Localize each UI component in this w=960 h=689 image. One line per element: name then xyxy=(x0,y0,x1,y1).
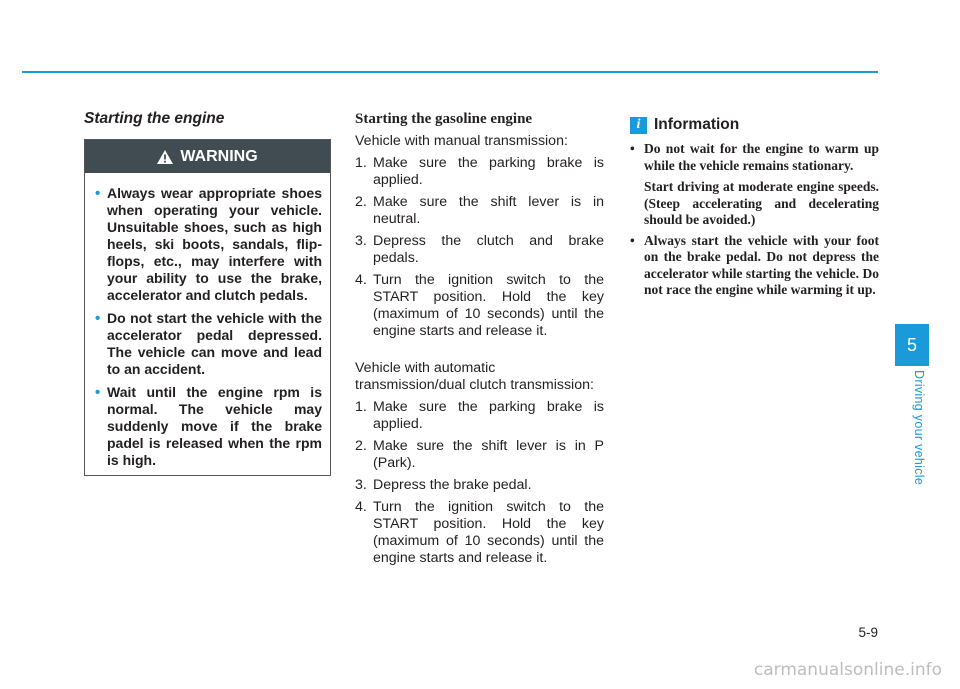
auto-steps xyxy=(355,399,604,567)
step-number: 1. xyxy=(355,399,367,415)
auto-intro: Vehicle with automatic transmission/dual clutch transmission: xyxy=(355,360,594,393)
info-item xyxy=(630,233,879,299)
info-item-subtext: Start driving at moderate engine speeds. (Steep accelerating and decelerating should be avoided.) xyxy=(644,179,879,227)
bullet: • xyxy=(630,232,635,248)
page-number: 5-9 xyxy=(858,625,878,640)
information-header xyxy=(630,116,879,134)
watermark: carmanualsonline.info xyxy=(753,660,942,680)
info-item xyxy=(630,141,879,229)
gasoline-engine-section xyxy=(355,111,604,572)
warning-item: • Always wear appropriate shoes when operating your vehicle. Unsuitable shoes, such as high heels, ski boots, sandals, flip-flops, etc., may interfere with your ability to use the brake, accelerator and clutch pedals. xyxy=(95,185,322,304)
step-text: Make sure the parking brake is applied. xyxy=(373,399,604,432)
step-text: Make sure the shift lever is in P (Park). xyxy=(373,438,604,471)
bullet: • xyxy=(630,141,635,156)
step-item xyxy=(355,477,604,494)
step-number: 3. xyxy=(355,233,367,249)
manual-intro: Vehicle with manual transmission: xyxy=(355,133,568,149)
step-number: 4. xyxy=(355,499,367,515)
warning-header xyxy=(85,140,330,173)
step-item xyxy=(355,272,604,340)
information-title: Information xyxy=(654,116,740,133)
step-text: Depress the brake pedal. xyxy=(373,477,532,493)
step-text: Turn the ignition switch to the START position. Hold the key (maximum of 10 seconds) until the engine starts and release it. xyxy=(373,499,604,566)
step-text: Make sure the shift lever is in neutral. xyxy=(373,194,604,227)
step-item xyxy=(355,399,604,433)
step-number: 4. xyxy=(355,272,367,288)
manual-steps xyxy=(355,155,604,340)
step-text: Turn the ignition switch to the START position. Hold the key (maximum of 10 seconds) until the engine starts and release it. xyxy=(373,272,604,339)
step-item xyxy=(355,438,604,472)
step-number: 3. xyxy=(355,477,367,493)
warning-box xyxy=(84,139,331,476)
top-rule xyxy=(22,71,878,73)
info-icon: i xyxy=(630,117,647,134)
info-item-text: Do not wait for the engine to warm up while the vehicle remains stationary. xyxy=(644,141,879,173)
chapter-label: Driving your vehicle xyxy=(912,370,926,486)
info-item-text: Always start the vehicle with your foot on the brake pedal. Do not depress the accelerator while starting the vehicle. Do not race the engine while warming it up. xyxy=(644,232,879,297)
step-item xyxy=(355,194,604,228)
warning-item: • Do not start the vehicle with the accelerator pedal depressed. The vehicle can move and lead to an accident. xyxy=(95,310,322,378)
step-text: Depress the clutch and brake pedals. xyxy=(373,233,604,266)
information-box xyxy=(630,116,879,303)
step-text: Make sure the parking brake is applied. xyxy=(373,155,604,188)
section-title: Starting the engine xyxy=(84,110,225,127)
section-heading: Starting the gasoline engine xyxy=(355,111,533,127)
chapter-tab: 5 xyxy=(895,324,929,366)
warning-label: WARNING xyxy=(180,147,258,165)
information-list xyxy=(630,141,879,299)
step-item xyxy=(355,155,604,189)
step-number: 2. xyxy=(355,194,367,210)
step-number: 1. xyxy=(355,155,367,171)
warning-list xyxy=(85,173,330,469)
warning-triangle-icon xyxy=(157,150,173,164)
warning-item: • Wait until the engine rpm is normal. The vehicle may suddenly move if the brake padel is released when the rpm is high. xyxy=(95,384,322,469)
step-item xyxy=(355,499,604,567)
step-item xyxy=(355,233,604,267)
step-number: 2. xyxy=(355,438,367,454)
